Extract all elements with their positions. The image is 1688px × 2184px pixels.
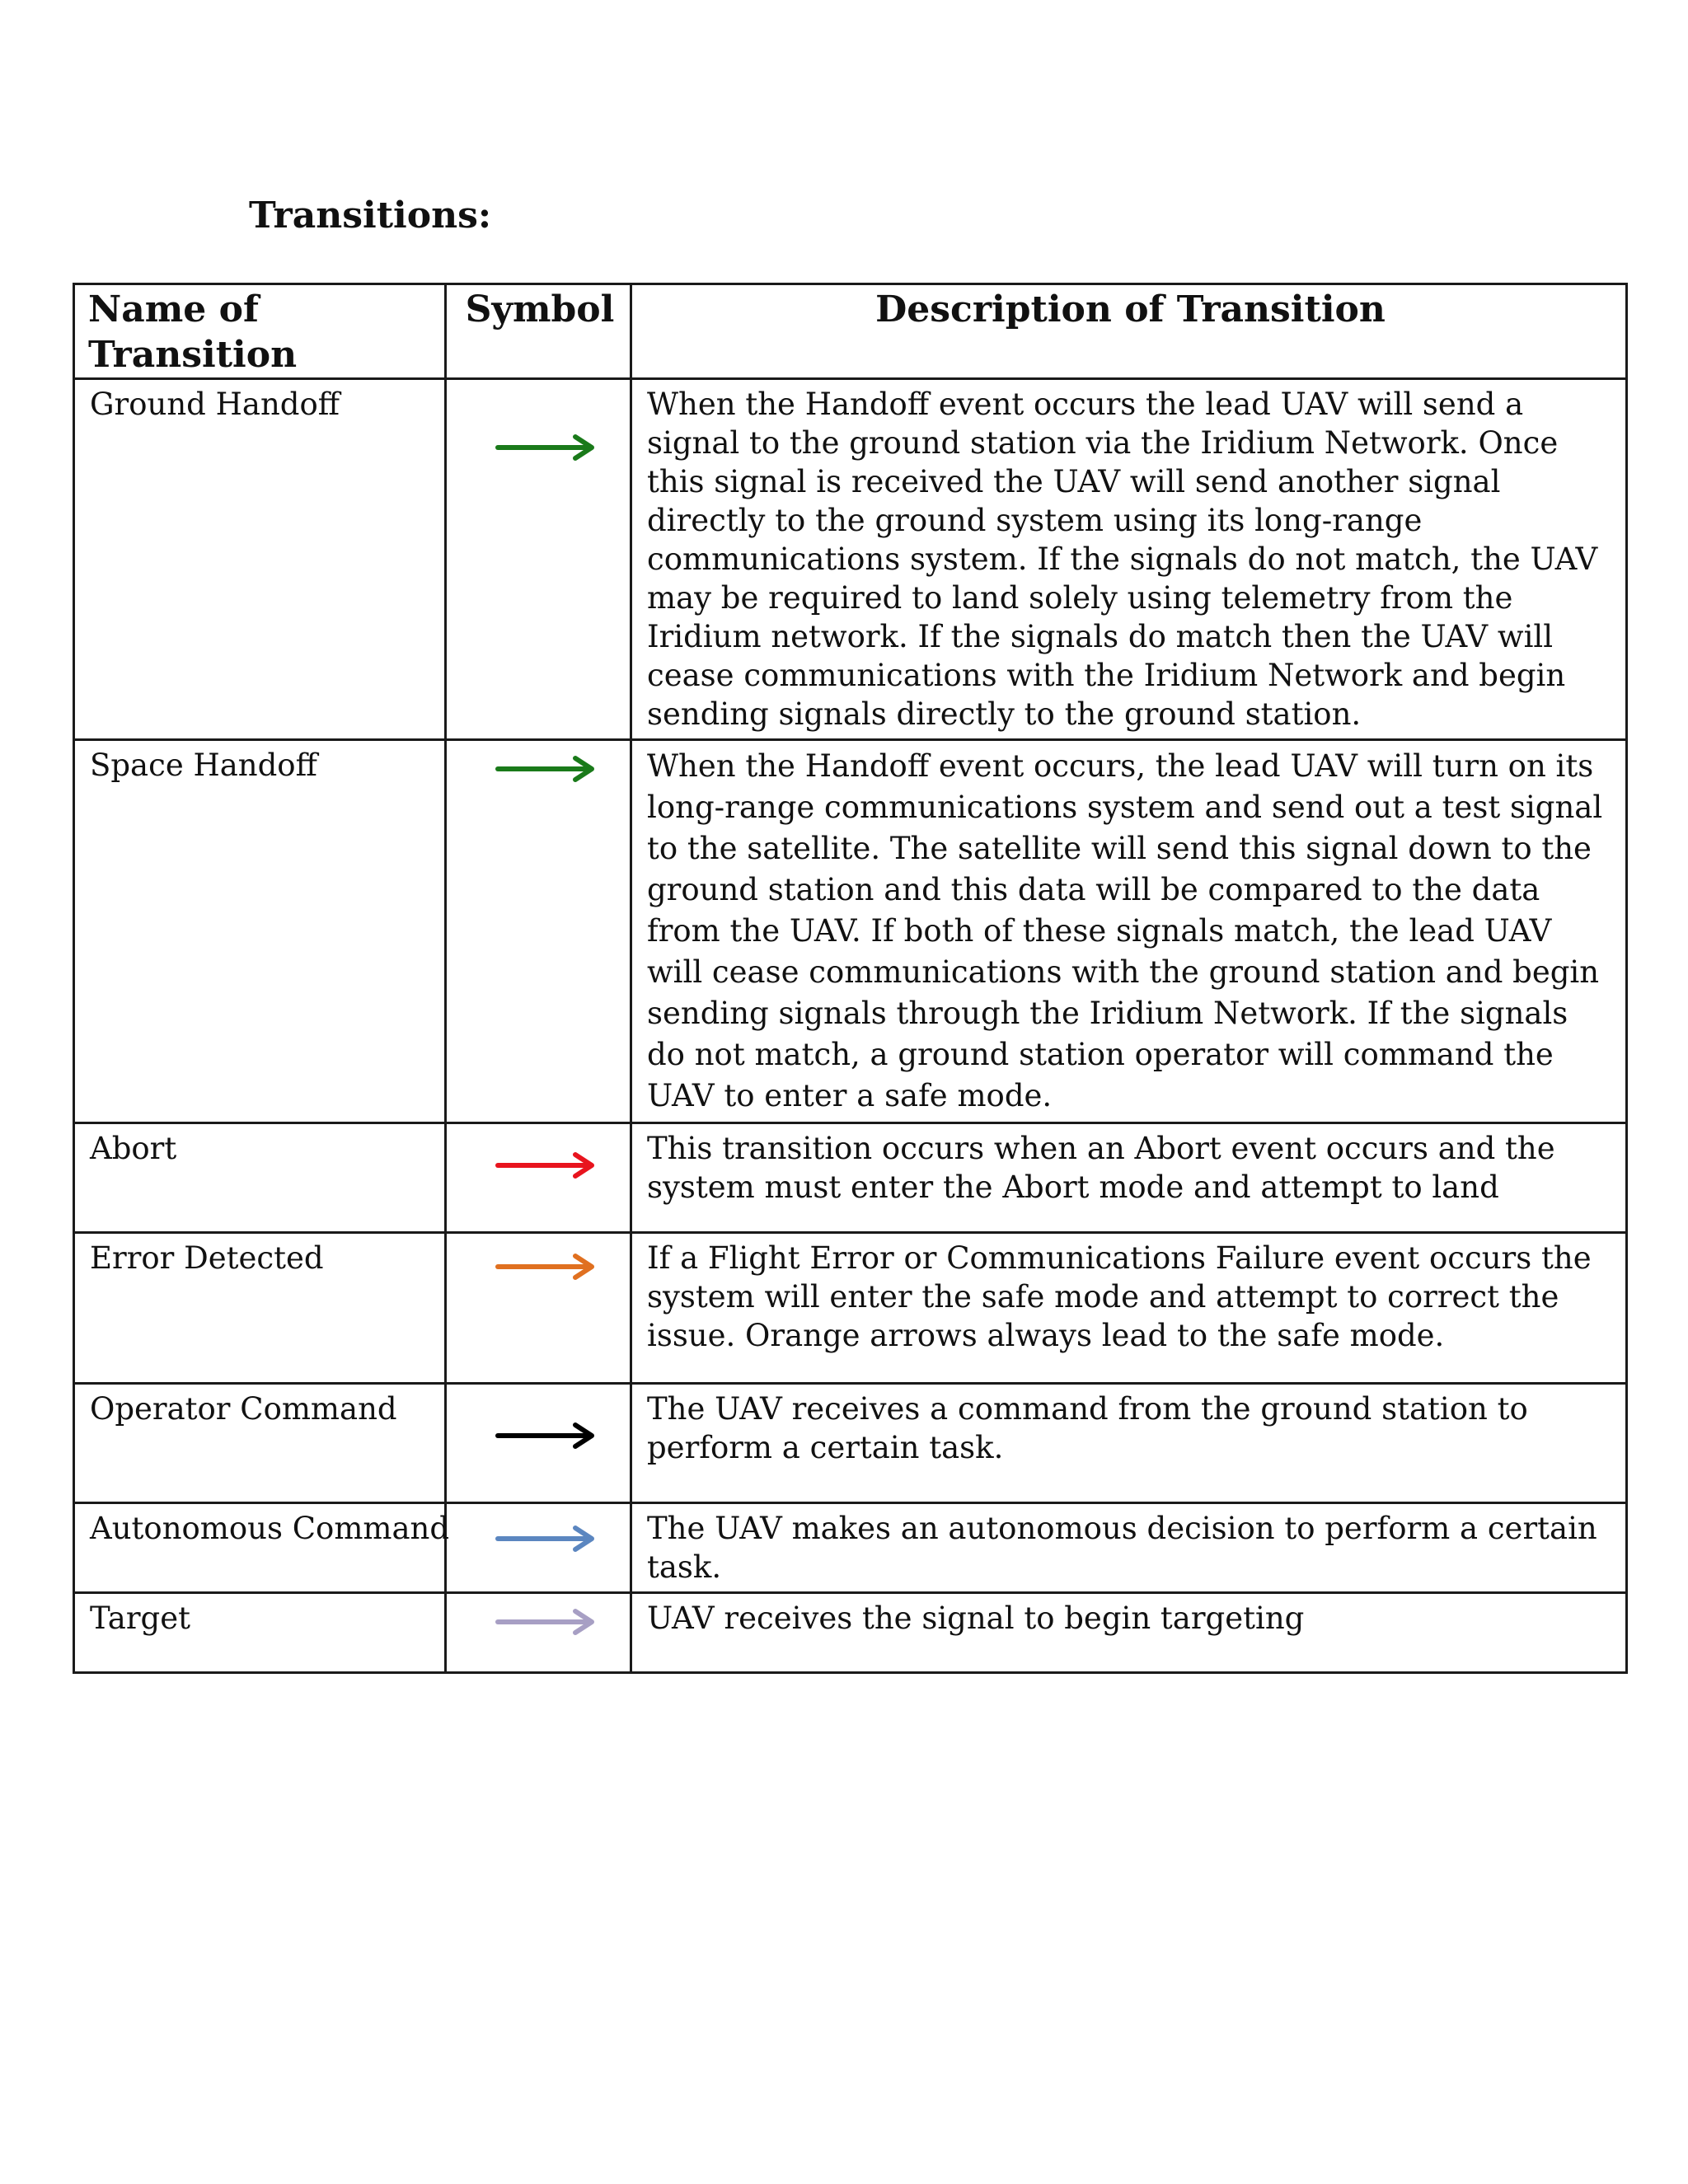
- symbol-cell: [446, 740, 631, 1123]
- green-arrow-icon: [495, 431, 597, 464]
- transition-name: Ground Handoff: [74, 379, 446, 740]
- transition-description: The UAV receives a command from the ground station to perform a certain task.: [631, 1384, 1627, 1503]
- table-row: [74, 1384, 1627, 1503]
- lavender-arrow-icon: [495, 1605, 597, 1638]
- symbol-cell: [446, 1233, 631, 1384]
- transition-name: Error Detected: [74, 1233, 446, 1384]
- table-row: [74, 740, 1627, 1123]
- symbol-cell: [446, 1123, 631, 1233]
- transition-name: Operator Command: [74, 1384, 446, 1503]
- header-description: Description of Transition: [631, 284, 1627, 379]
- transition-name: Autonomous Command: [74, 1503, 446, 1593]
- transition-description: When the Handoff event occurs the lead UAV will send a signal to the ground station via the Iridium Network. Once this signal is received the UAV will send another signal directly to the ground system using its long-range communications system. If the signals do not match, the UAV may be required to land solely using telemetry from the Iridium network. If the signals do match then the UAV will cease communications with the Iridium Network and begin sending signals directly to the ground station.: [631, 379, 1627, 740]
- transition-description: The UAV makes an autonomous decision to perform a certain task.: [631, 1503, 1627, 1593]
- red-arrow-icon: [495, 1149, 597, 1182]
- green-arrow-icon: [495, 752, 597, 785]
- transition-description: This transition occurs when an Abort event occurs and the system must enter the Abort mode and attempt to land: [631, 1123, 1627, 1233]
- transitions-table: [73, 283, 1628, 1674]
- page-heading: Transitions:: [249, 194, 492, 237]
- transition-name: Space Handoff: [74, 740, 446, 1123]
- blue-arrow-icon: [495, 1522, 597, 1555]
- table-row: [74, 379, 1627, 740]
- transition-name: Abort: [74, 1123, 446, 1233]
- table-row: [74, 1123, 1627, 1233]
- symbol-cell: [446, 1593, 631, 1673]
- transition-description: When the Handoff event occurs, the lead UAV will turn on its long-range communications system and send out a test signal to the satellite. The satellite will send this signal down to the ground station and this data will be compared to the data from the UAV. If both of these signals match, the lead UAV will cease communications with the ground station and begin sending signals through the Iridium Network. If the signals do not match, a ground station operator will command the UAV to enter a safe mode.: [631, 740, 1627, 1123]
- symbol-cell: [446, 1384, 631, 1503]
- header-name-of-transition: Name of Transition: [74, 284, 446, 379]
- black-arrow-icon: [495, 1419, 597, 1452]
- table-header-row: [74, 284, 1627, 379]
- orange-arrow-icon: [495, 1250, 597, 1283]
- symbol-cell: [446, 379, 631, 740]
- table-row: [74, 1503, 1627, 1593]
- symbol-cell: [446, 1503, 631, 1593]
- transition-name: Target: [74, 1593, 446, 1673]
- table-row: [74, 1593, 1627, 1673]
- header-symbol: Symbol: [446, 284, 631, 379]
- transition-description: UAV receives the signal to begin targeting: [631, 1593, 1627, 1673]
- table-row: [74, 1233, 1627, 1384]
- transition-description: If a Flight Error or Communications Failure event occurs the system will enter the safe mode and attempt to correct the issue. Orange arrows always lead to the safe mode.: [631, 1233, 1627, 1384]
